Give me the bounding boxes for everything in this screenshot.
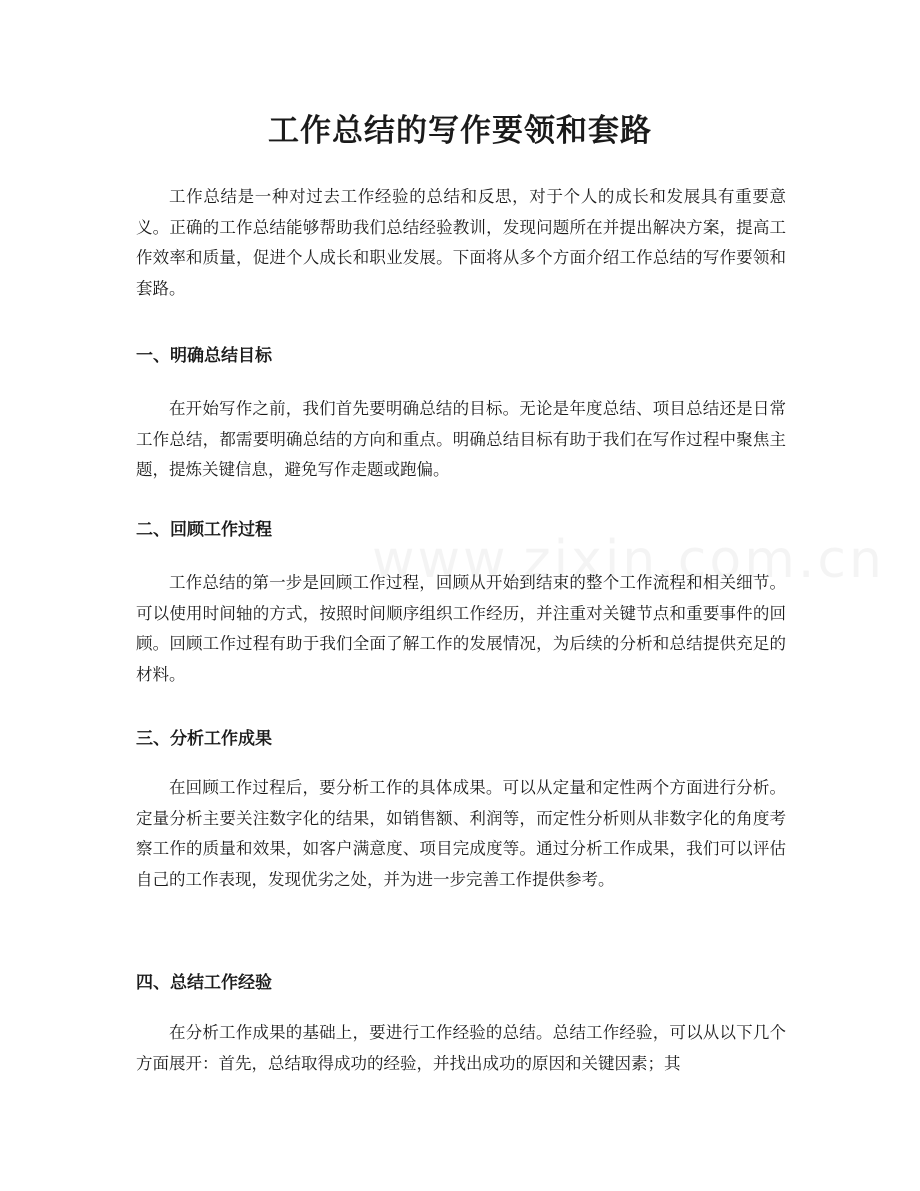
section-heading-2: 二、回顾工作过程	[136, 520, 272, 540]
section-body-2: 工作总结的第一步是回顾工作过程，回顾从开始到结束的整个工作流程和相关细节。可以使用时间轴的方式，按照时间顺序组织工作经历，并注重对关键节点和重要事件的回顾。回顾工作过程有助于我们全面了解工作的发展情况，为后续的分析和总结提供充足的材料。	[136, 573, 786, 684]
section-body-3: 在回顾工作过程后，要分析工作的具体成果。可以从定量和定性两个方面进行分析。定量分析主要关注数字化的结果，如销售额、利润等，而定性分析则从非数字化的角度考察工作的质量和效果，如客户满意度、项目完成度等。通过分析工作成果，我们可以评估自己的工作表现，发现优劣之处，并为进一步完善工作提供参考。	[136, 778, 786, 889]
section-heading-1: 一、明确总结目标	[136, 346, 272, 366]
intro-paragraph: 工作总结是一种对过去工作经验的总结和反思，对于个人的成长和发展具有重要意义。正确的工作总结能够帮助我们总结经验教训，发现问题所在并提出解决方案，提高工作效率和质量，促进个人成长和职业发展。下面将从多个方面介绍工作总结的写作要领和套路。	[136, 187, 786, 298]
section-body-4: 在分析工作成果的基础上，要进行工作经验的总结。总结工作经验，可以从以下几个方面展开：首先，总结取得成功的经验，并找出成功的原因和关键因素；其	[136, 1023, 786, 1073]
document-title: 工作总结的写作要领和套路	[268, 113, 652, 149]
section-heading-4: 四、总结工作经验	[136, 973, 272, 993]
section-body-1: 在开始写作之前，我们首先要明确总结的目标。无论是年度总结、项目总结还是日常工作总结，都需要明确总结的方向和重点。明确总结目标有助于我们在写作过程中聚焦主题，提炼关键信息，避免写作走题或跑偏。	[136, 399, 786, 479]
section-heading-3: 三、分析工作成果	[136, 729, 272, 749]
